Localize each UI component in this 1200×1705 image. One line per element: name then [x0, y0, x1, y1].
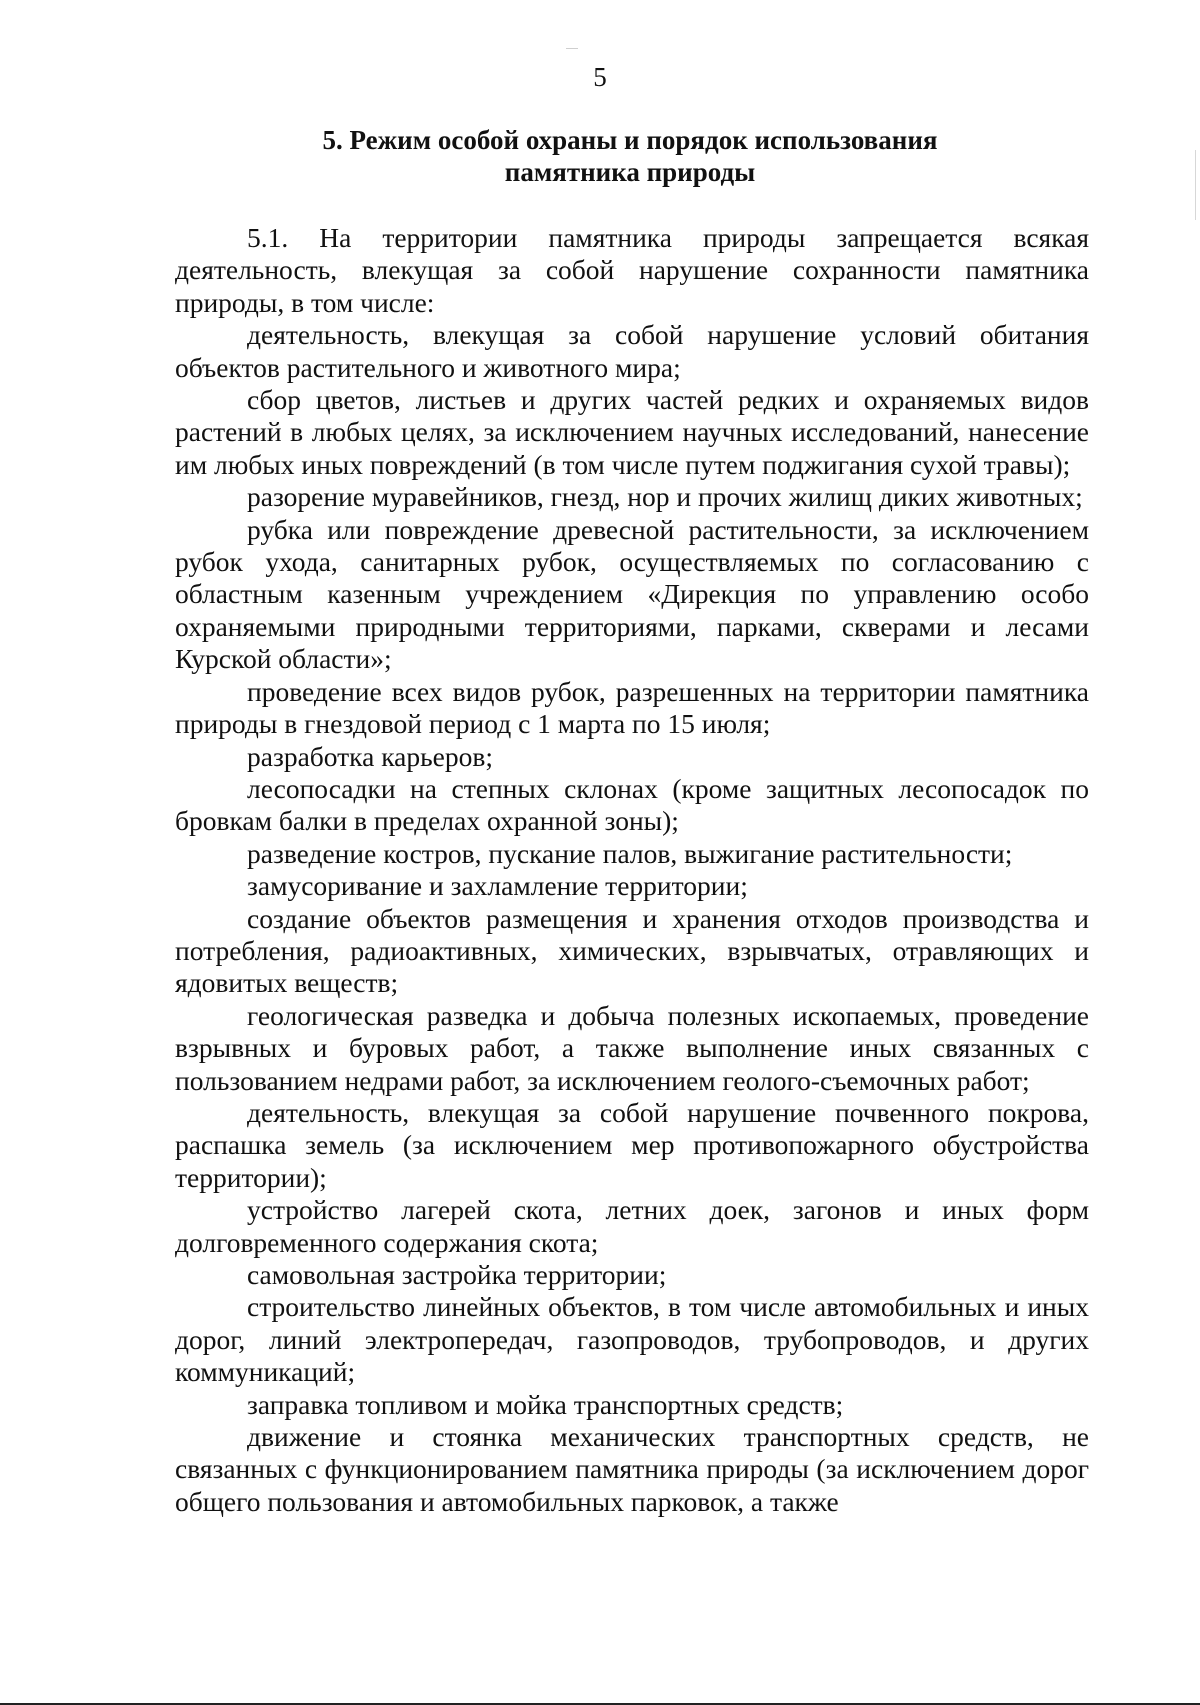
paragraph: деятельность, влекущая за собой нарушение почвенного покрова, распашка земель (за исключением мер противопожарного обустройства территории);: [175, 1096, 1089, 1193]
page-number: 5: [593, 62, 607, 92]
paragraph: лесопосадки на степных склонах (кроме защитных лесопосадок по бровкам балки в пределах охранной зоны);: [175, 772, 1089, 837]
paragraph: разведение костров, пускание палов, выжигание растительности;: [247, 837, 1013, 869]
paragraph: замусоривание и захламление территории;: [247, 870, 748, 902]
paragraph: самовольная застройка территории;: [247, 1259, 667, 1290]
section-title-line: 5. Режим особой охраны и порядок использования: [322, 125, 938, 155]
paragraph: заправка топливом и мойка транспортных средств;: [247, 1388, 844, 1420]
paragraph: сбор цветов, листьев и других частей редких и охраняемых видов растений в любых целях, за исключением научных исследований, нанесение им любых иных повреждений (в том числе путем поджигания сухой травы);: [175, 384, 1089, 480]
document-body: [175, 222, 1089, 1518]
paragraph: деятельность, влекущая за собой нарушение условий обитания объектов растительного и животного мира;: [175, 319, 1089, 383]
paragraph: движение и стоянка механических транспортных средств, не связанных с функционированием памятника природы (за исключением дорог общего пользования и автомобильных парковок, а также: [175, 1421, 1089, 1517]
paragraph: разработка карьеров;: [247, 740, 493, 772]
section-title: [180, 124, 1080, 188]
paragraph: создание объектов размещения и хранения отходов производства и потребления, радиоактивных, химических, взрывчатых, отравляющих и ядовитых веществ;: [175, 902, 1089, 999]
paragraph: геологическая разведка и добыча полезных ископаемых, проведение взрывных и буровых работ, а также выполнение иных связанных с пользованием недрами работ, за исключением геолого-съемочных работ;: [175, 999, 1089, 1096]
paragraph: строительство линейных объектов, в том числе автомобильных и иных дорог, линий электропередач, газопроводов, трубопроводов, и других коммуникаций;: [175, 1291, 1089, 1388]
scan-artifact: [566, 48, 578, 49]
paragraph: 5.1. На территории памятника природы запрещается всякая деятельность, влекущая за собой нарушение сохранности памятника природы, в том числе:: [175, 222, 1089, 318]
paragraph: проведение всех видов рубок, разрешенных на территории памятника природы в гнездовой период с 1 марта по 15 июля;: [175, 675, 1089, 740]
scan-artifact: [1195, 150, 1196, 220]
paragraph: рубка или повреждение древесной растительности, за исключением рубок ухода, санитарных рубок, осуществляемых по согласованию с областным казенным учреждением «Дирекция по управлению особо охраняемыми природными территориями, парками, скверами и лесами Курской области»;: [175, 513, 1089, 675]
section-title-line: памятника природы: [504, 157, 756, 187]
paragraph: устройство лагерей скота, летних доек, загонов и иных форм долговременного содержания скота;: [175, 1194, 1089, 1258]
paragraph: разорение муравейников, гнезд, нор и прочих жилищ диких животных;: [247, 481, 1083, 513]
